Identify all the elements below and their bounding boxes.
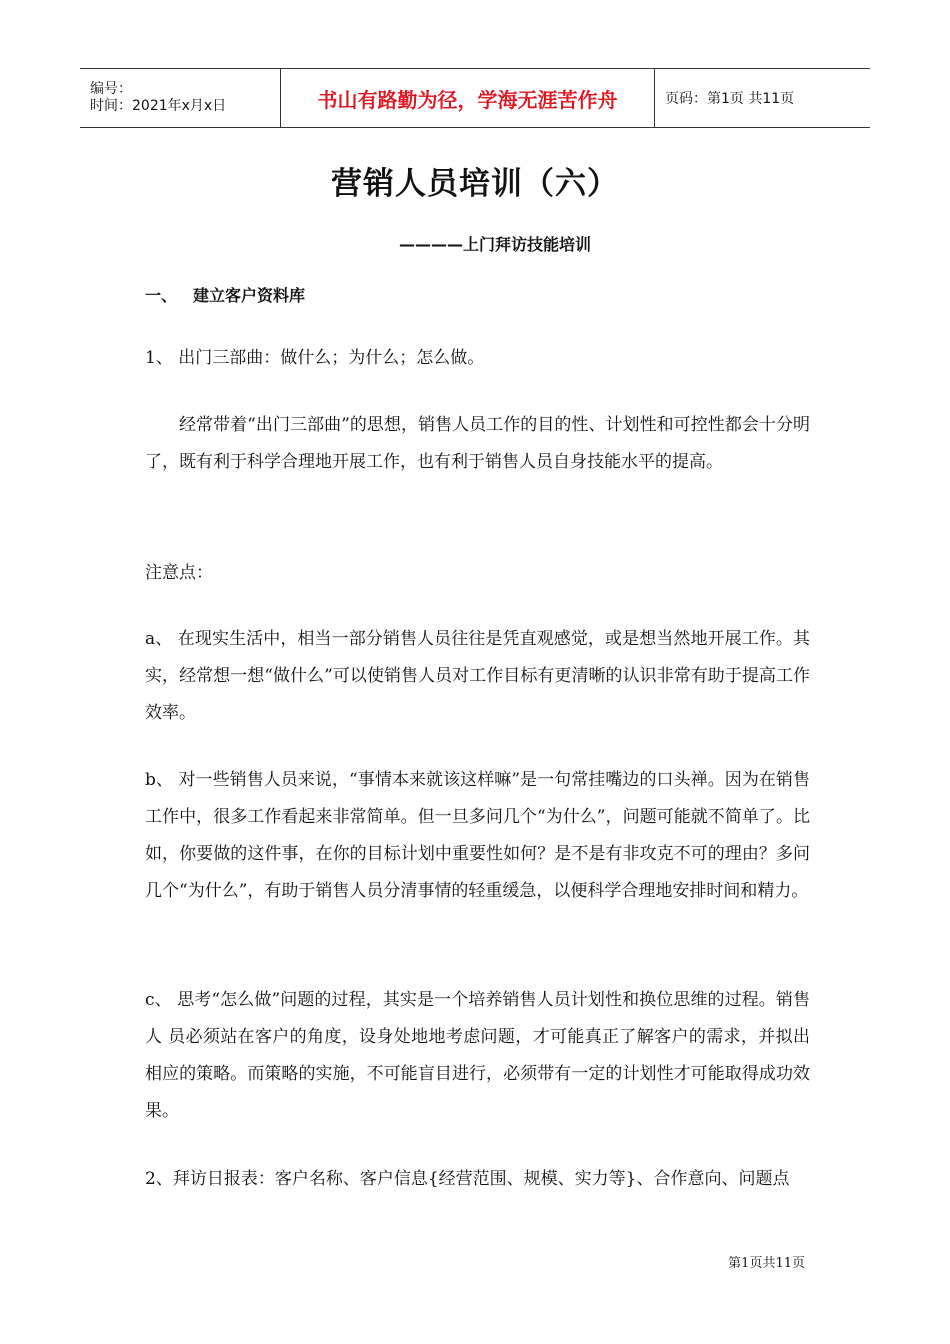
section-title: 建立客户资料库 <box>193 286 306 305</box>
header-motto-cell <box>281 69 655 127</box>
item-1: 1、 出门三部曲：做什么；为什么；怎么做。 <box>145 348 485 368</box>
note-label: 注意点： <box>145 563 213 583</box>
header-meta-cell <box>80 69 281 127</box>
serial-label: 编号： <box>90 81 132 97</box>
note-a: a、 在现实生活中，相当一部分销售人员往往是凭直观感觉，或是想当然地开展工作。其实，经常想一想“做什么”可以使销售人员对工作目标有更清晰的认识非常有助于提高工作效率。 <box>145 629 810 723</box>
header-table <box>80 68 870 128</box>
motto-text: 书山有路勤为径，学海无涯苦作舟 <box>317 87 618 112</box>
paragraph-1: 经常带着“出门三部曲”的思想，销售人员工作的目的性、计划性和可控性都会十分明了，既有利于科学合理地开展工作，也有利于销售人员自身技能水平的提高。 <box>145 415 810 472</box>
note-c: c、 思考“怎么做”问题的过程，其实是一个培养销售人员计划性和换位思维的过程。销售人 员必须站在客户的角度，设身处地地考虑问题，才可能真正了解客户的需求，并拟出相应的策略。而策略的实施，不可能盲目进行，必须带有一定的计划性才可能取得成功效果。 <box>145 990 810 1121</box>
section-heading <box>145 283 305 306</box>
page-footer: 第1页共11页 <box>728 1256 805 1271</box>
document-title: 营销人员培训（六） <box>331 166 619 202</box>
document-subtitle: ————上门拜访技能培训 <box>398 235 591 254</box>
item-2: 2、拜访日报表：客户名称、客户信息{经营范围、规模、实力等}、合作意向、问题点 <box>145 1169 790 1189</box>
time-label: 时间：2021年x月x日 <box>90 98 227 114</box>
note-b: b、 对一些销售人员来说，“事情本来就该这样嘛”是一句常挂嘴边的口头禅。因为在销售工作中，很多工作看起来非常简单。但一旦多问几个“为什么”，问题可能就不简单了。比如，你要做的这件事，在你的目标计划中重要性如何？是不是有非攻克不可的理由？多问几个“为什么”，有助于销售人员分清事情的轻重缓急，以便科学合理地安排时间和精力。 <box>145 770 810 901</box>
header-page-cell <box>655 69 870 127</box>
section-number: 一、 <box>145 286 178 305</box>
page-label: 页码：第1页 共11页 <box>665 91 795 107</box>
